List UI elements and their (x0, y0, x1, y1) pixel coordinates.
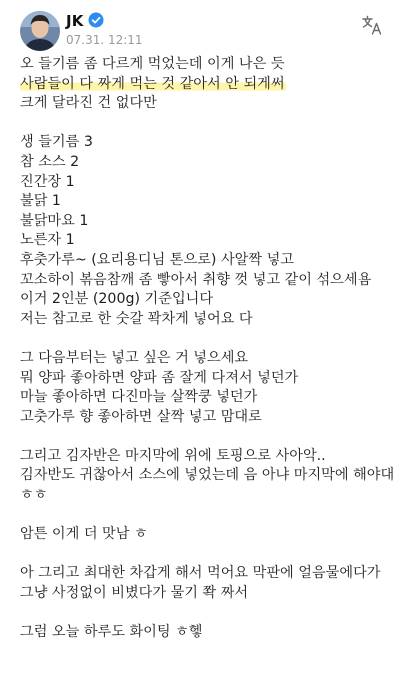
line-text: 불닭 1 (20, 193, 61, 210)
author-name[interactable]: JK (66, 12, 84, 30)
line-text: 오 들기름 좀 다르게 먹었는데 이게 나은 듯 (20, 56, 285, 72)
post-body (20, 55, 395, 643)
post-text-line (20, 388, 390, 408)
post-text-line (20, 486, 390, 506)
post-text-line (20, 525, 390, 545)
line-text: 김자반도 귀찮아서 소스에 넣었는데 음 아냐 마지막에 해야대 (20, 467, 395, 484)
post-text-line (20, 564, 390, 584)
post-text-line (20, 310, 390, 330)
line-text: 그럼 오늘 하루도 화이팅 ㅎ헿 (20, 624, 203, 641)
post-text-line (20, 271, 390, 291)
post-text-line (20, 349, 390, 369)
line-text: 불닭마요 1 (20, 212, 89, 229)
blank-line (20, 329, 390, 349)
line-text: 후춧가루~ (요리용디님 톤으로) 사알짝 넣고 (20, 251, 294, 268)
post-text-line (20, 466, 395, 486)
post-text-line (20, 251, 390, 271)
line-text: 암튼 이게 더 맛남 ㅎ (20, 526, 148, 543)
line-text: 저는 참고로 한 숫갈 꽉차게 넣어요 다 (20, 310, 253, 327)
post-header (0, 0, 400, 60)
blank-line (20, 545, 390, 565)
line-text: 이거 2인분 (200g) 기준입니다 (20, 291, 214, 308)
post-text-line (20, 447, 390, 467)
post-date: 07.31. 12:11 (66, 33, 143, 47)
line-text: 참 소스 2 (20, 153, 80, 170)
post-text-line (20, 173, 390, 193)
line-text: 그냥 사정없이 비볐다가 물기 쫙 짜서 (20, 585, 249, 602)
highlighted-text: 사람들이 다 짜게 먹는 것 같아서 안 되게써 (20, 75, 285, 92)
post-text-line (20, 75, 390, 95)
blank-line (20, 506, 390, 526)
avatar[interactable] (20, 11, 60, 51)
post-text-line (20, 408, 390, 428)
post-text-line (20, 153, 390, 173)
verified-badge-icon (88, 12, 104, 28)
post-text-line (20, 192, 390, 212)
blank-line (20, 604, 390, 624)
post-text-line (20, 94, 390, 114)
line-text: 꼬소하이 볶음참깨 좀 빻아서 취향 껏 넣고 같이 섞으세욤 (20, 271, 372, 288)
line-text: 크게 달라진 건 없다만 (20, 95, 157, 112)
blank-line (20, 114, 390, 134)
blank-line (20, 427, 390, 447)
post-text-line (20, 212, 390, 232)
post-text-line (20, 55, 390, 75)
post-text-line (20, 290, 390, 310)
line-text: 진간장 1 (20, 173, 75, 190)
post-text-line (20, 133, 390, 153)
translate-icon[interactable] (361, 14, 383, 36)
line-text: 뭐 양파 좋아하면 양파 좀 잘게 다져서 넣던가 (20, 369, 299, 386)
line-text: ㅎㅎ (20, 487, 48, 504)
line-text: 노른자 1 (20, 232, 75, 249)
line-text: 마늘 좋아하면 다진마늘 살짝쿵 넣던가 (20, 389, 258, 406)
line-text: 아 그리고 최대한 차갑게 해서 먹어요 막판에 얼음물에다가 (20, 565, 381, 582)
post-text-line (20, 369, 390, 389)
line-text: 그리고 김자반은 마지막에 위에 토핑으로 사아악.. (20, 447, 326, 464)
line-text: 그 다음부터는 넣고 싶은 거 넣으세요 (20, 349, 249, 366)
line-text: 생 들기름 3 (20, 134, 93, 151)
post-text-line (20, 231, 390, 251)
post-text-line (20, 623, 390, 643)
line-text: 고춧가루 향 좋아하면 살짝 넣고 맘대로 (20, 408, 262, 425)
post-text-line (20, 584, 390, 604)
